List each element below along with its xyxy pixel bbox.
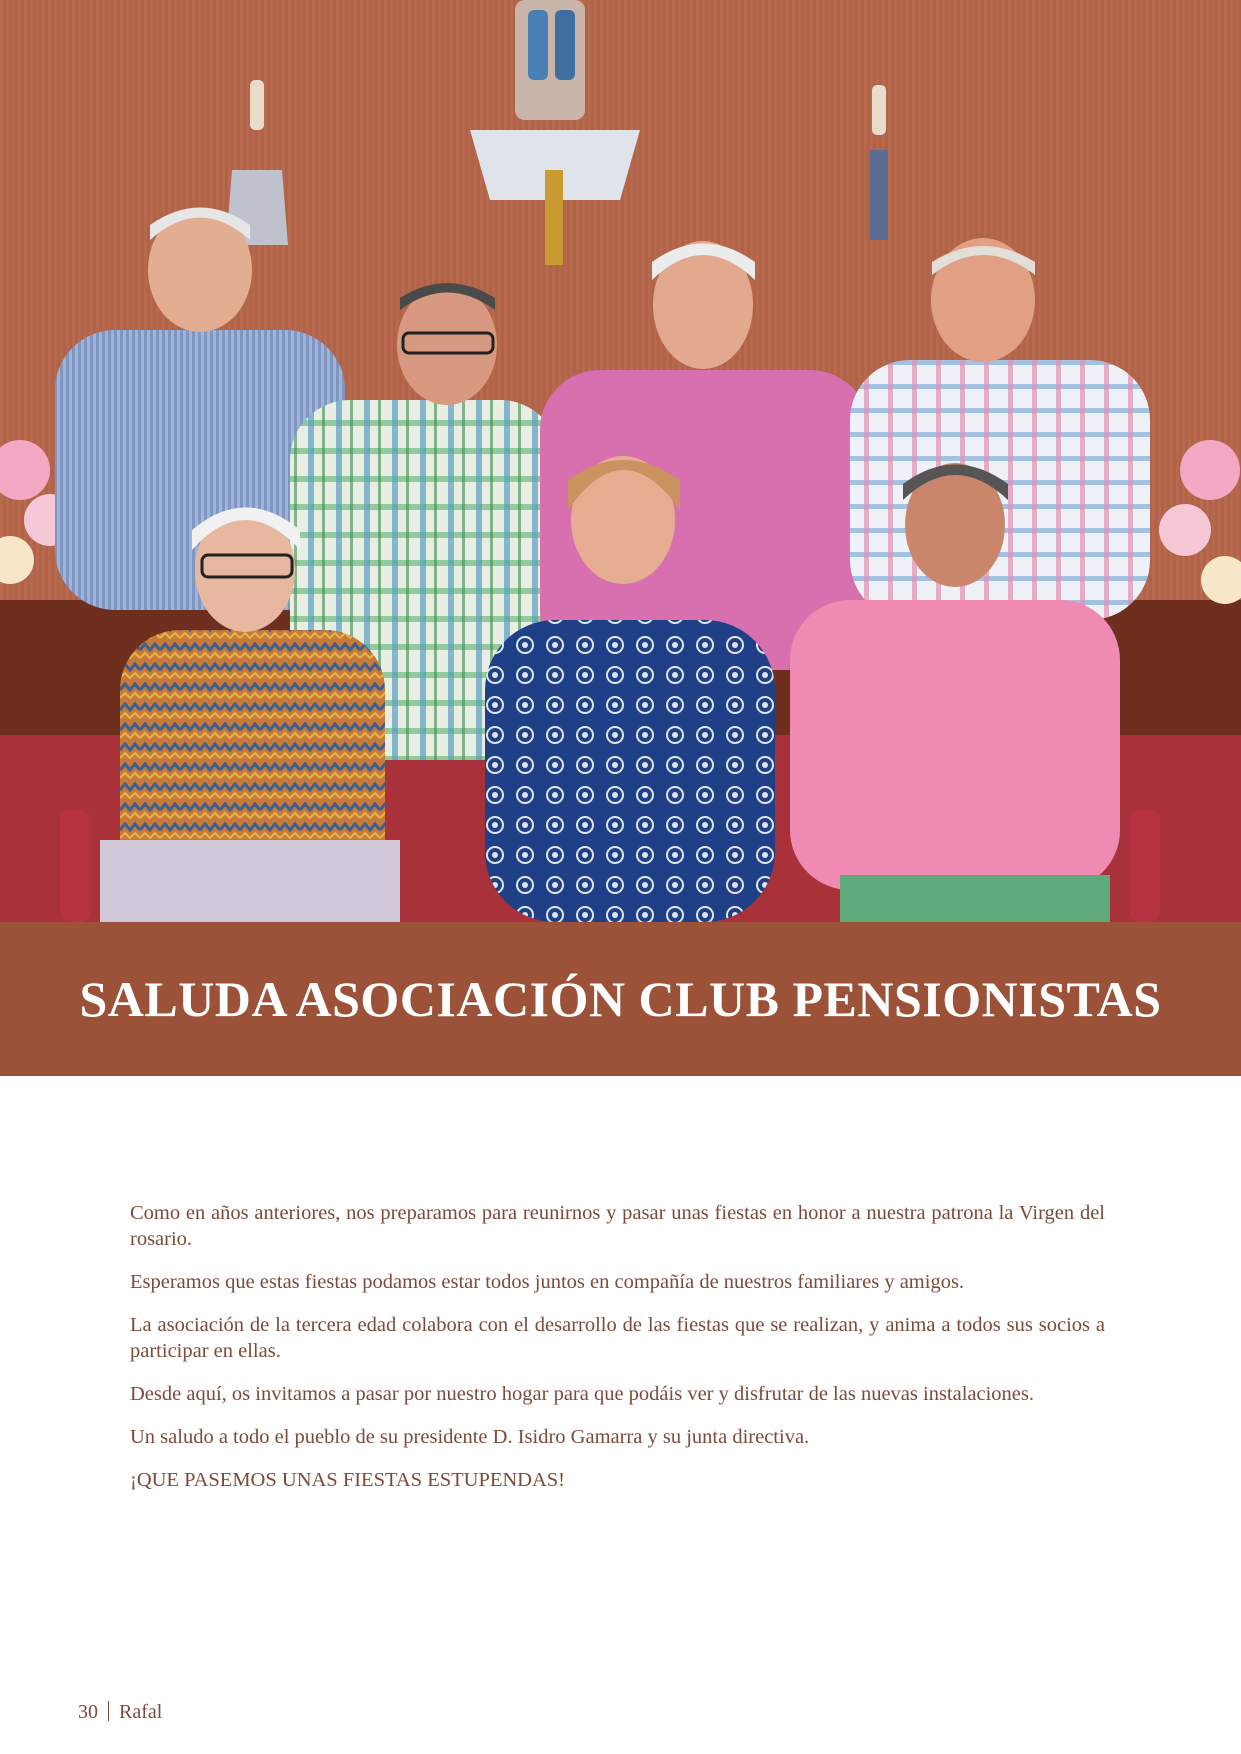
- paragraph-association: La asociación de la tercera edad colabora con el desarrollo de las fiestas que se realizan, y anima a todos sus socios a participar en ellas.: [130, 1314, 1105, 1362]
- paragraph-intro: Como en años anteriores, nos preparamos para reunirnos y pasar unas fiestas en honor a nuestra patrona la Virgen del rosario.: [130, 1202, 1105, 1250]
- page-footer: [78, 1701, 162, 1724]
- footer-separator: [108, 1701, 109, 1721]
- title-band: [0, 922, 1241, 1076]
- publication-name: Rafal: [119, 1701, 163, 1723]
- paragraph-closing: ¡QUE PASEMOS UNAS FIESTAS ESTUPENDAS!: [130, 1469, 566, 1491]
- page-title: SALUDA ASOCIACIÓN CLUB PENSIONISTAS: [79, 971, 1162, 1027]
- paragraph-greeting: Un saludo a todo el pueblo de su presidente D. Isidro Gamarra y su junta directiva.: [130, 1426, 810, 1448]
- page-number: 30: [78, 1701, 98, 1723]
- paragraph-invitation: Desde aquí, os invitamos a pasar por nuestro hogar para que podáis ver y disfrutar de las nuevas instalaciones.: [130, 1383, 1035, 1405]
- body-text: [130, 1200, 1105, 1510]
- paragraph-together: Esperamos que estas fiestas podamos estar todos juntos en compañía de nuestros familiares y amigos.: [130, 1271, 965, 1293]
